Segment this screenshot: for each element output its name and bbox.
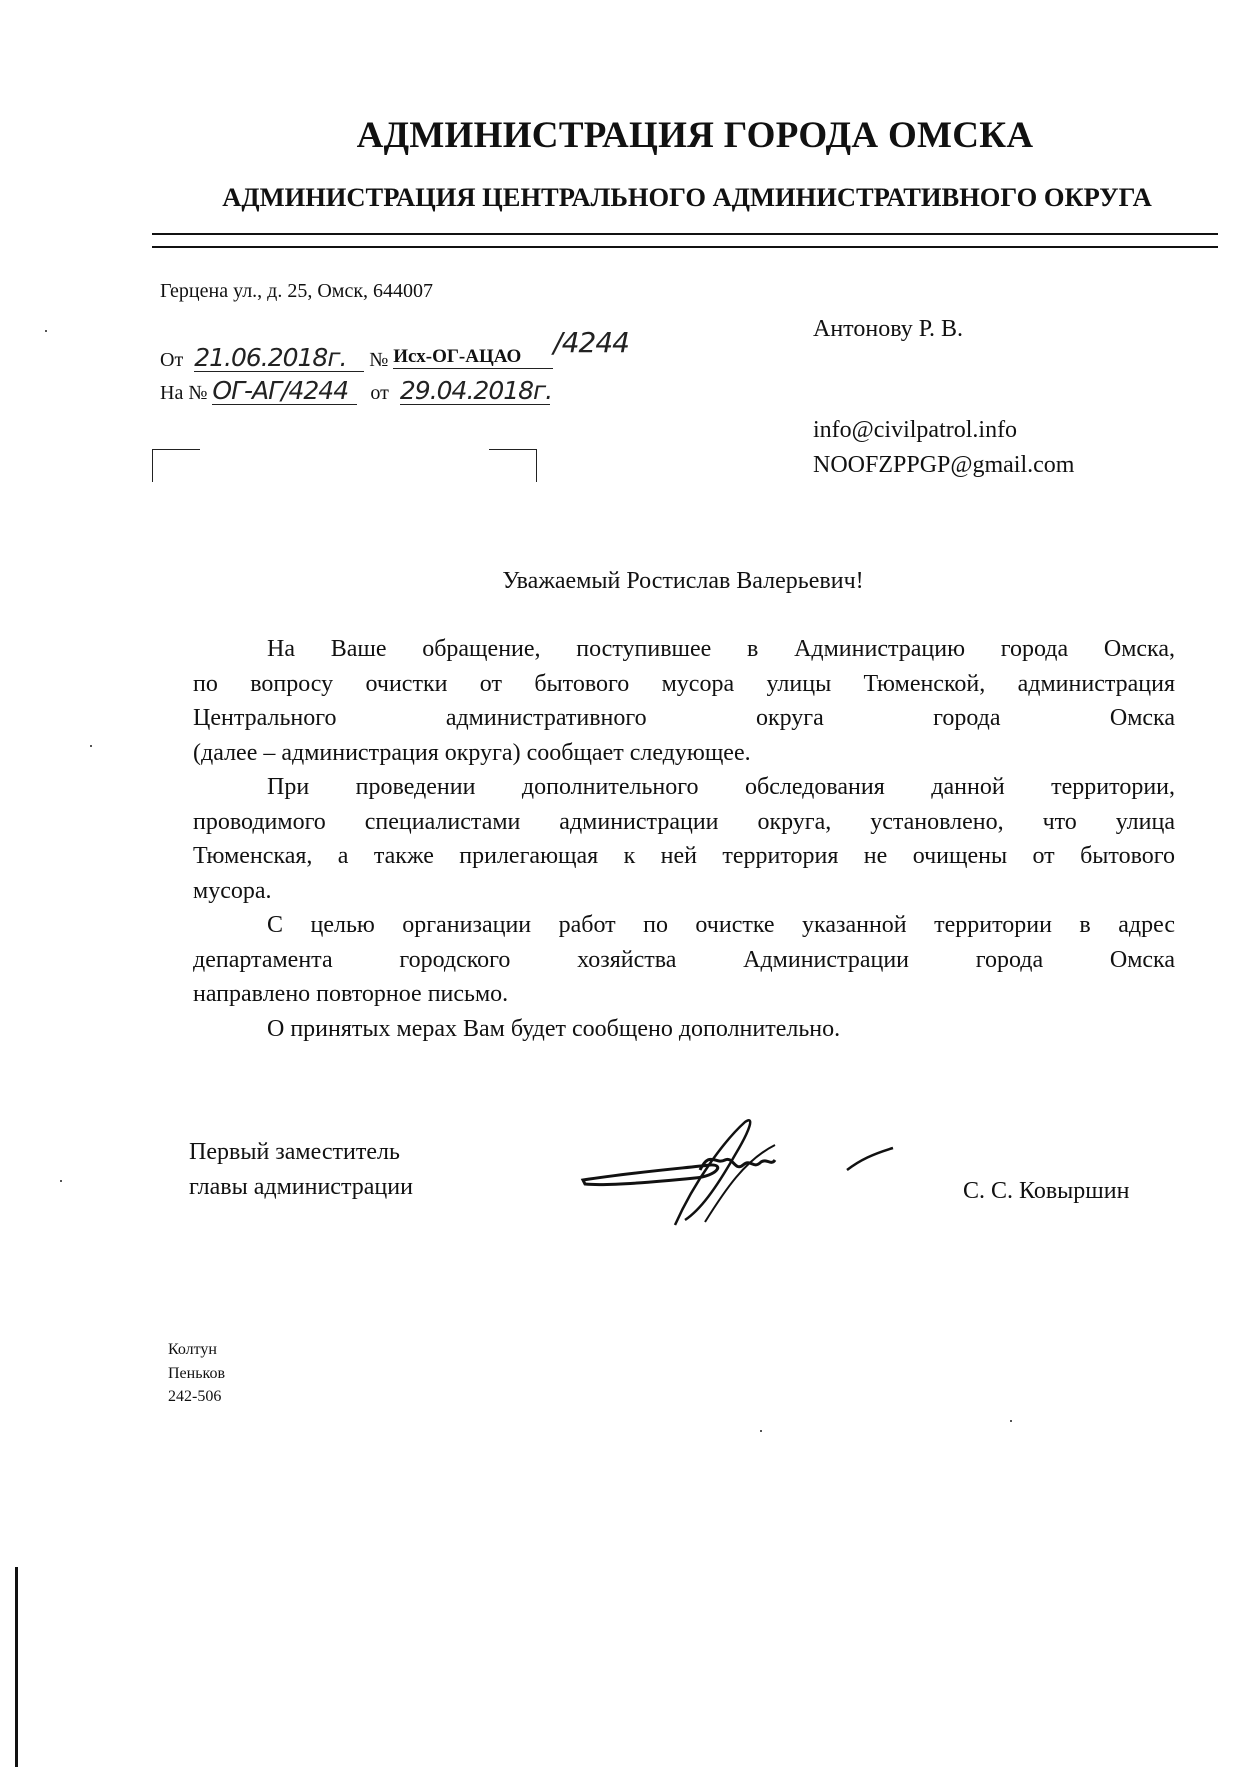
- executor-phone: 242-506: [168, 1388, 222, 1405]
- scan-speck: [45, 330, 47, 332]
- outgoing-number-suffix: /4244: [553, 326, 629, 359]
- scan-speck: [90, 745, 92, 747]
- body-line: Тюменская, а также прилегающая к ней территория не очищены от бытового: [193, 843, 1175, 869]
- header-rule-bottom: [152, 246, 1218, 248]
- body-line: Центрального административного округа города Омска: [193, 705, 1175, 731]
- incoming-number: ОГ-АГ/4244: [212, 378, 357, 405]
- executor-2: Пеньков: [168, 1364, 226, 1382]
- scan-speck: [760, 1430, 762, 1432]
- executors: [168, 1338, 225, 1409]
- body-line: О принятых мерах Вам будет сообщено дополнительно.: [267, 1015, 841, 1042]
- scan-edge-mark: [15, 1567, 18, 1767]
- from-label: От: [160, 349, 184, 371]
- recipient-name: Антонову Р. В.: [813, 316, 964, 342]
- document-title: АДМИНИСТРАЦИЯ ГОРОДА ОМСКА: [356, 115, 1034, 156]
- body-line: С целью организации работ по очистке указанной территории в адрес: [267, 912, 1175, 938]
- body-line: На Ваше обращение, поступившее в Администрацию города Омска,: [267, 636, 1175, 662]
- signer-name: С. С. Ковыршин: [963, 1178, 1130, 1204]
- recipient-email-1: info@civilpatrol.info: [813, 417, 1018, 443]
- signer-position-line2: главы администрации: [189, 1174, 413, 1200]
- body-line: проводимого специалистами администрации округа, установлено, что улица: [193, 808, 1175, 835]
- ref-label: На №: [160, 382, 208, 404]
- body-line: При проведении дополнительного обследования данной территории,: [267, 774, 1175, 800]
- body-line: (далее – администрация округа) сообщает следующее.: [193, 739, 751, 766]
- body-line: направлено повторное письмо.: [193, 981, 509, 1007]
- letter-body: [193, 632, 1175, 1046]
- corner-mark-right: [489, 449, 537, 482]
- signer-position: [189, 1135, 413, 1205]
- outgoing-number-prefix: Исх-ОГ-АЦАО: [393, 346, 553, 369]
- scan-speck: [60, 1180, 62, 1182]
- body-line: мусора.: [193, 877, 272, 904]
- incoming-from-label: от: [370, 382, 389, 404]
- incoming-date: 29.04.2018г.: [399, 376, 553, 405]
- body-line: департамента городского хозяйства Администрации города Омска: [193, 946, 1175, 973]
- outgoing-ref: [160, 326, 629, 372]
- sender-address: Герцена ул., д. 25, Омск, 644007: [160, 280, 434, 302]
- header-rule-top: [152, 233, 1218, 235]
- signer-position-line1: Первый заместитель: [189, 1139, 400, 1165]
- document-subtitle: АДМИНИСТРАЦИЯ ЦЕНТРАЛЬНОГО АДМИНИСТРАТИВНОГО ОКРУГА: [222, 182, 1152, 212]
- number-label: №: [369, 349, 389, 371]
- greeting: Уважаемый Ростислав Валерьевич!: [502, 568, 864, 594]
- outgoing-date: 21.06.2018г.: [194, 345, 364, 372]
- body-line: по вопросу очистки от бытового мусора улицы Тюменской, администрация: [193, 670, 1175, 697]
- handwritten-signature-icon: [575, 1110, 905, 1230]
- scan-speck: [1010, 1420, 1012, 1422]
- executor-1: Колтун: [168, 1341, 217, 1358]
- corner-mark-left: [152, 449, 200, 482]
- recipient-email-2: NOOFZPPGP@gmail.com: [813, 452, 1075, 478]
- incoming-ref: [160, 376, 553, 405]
